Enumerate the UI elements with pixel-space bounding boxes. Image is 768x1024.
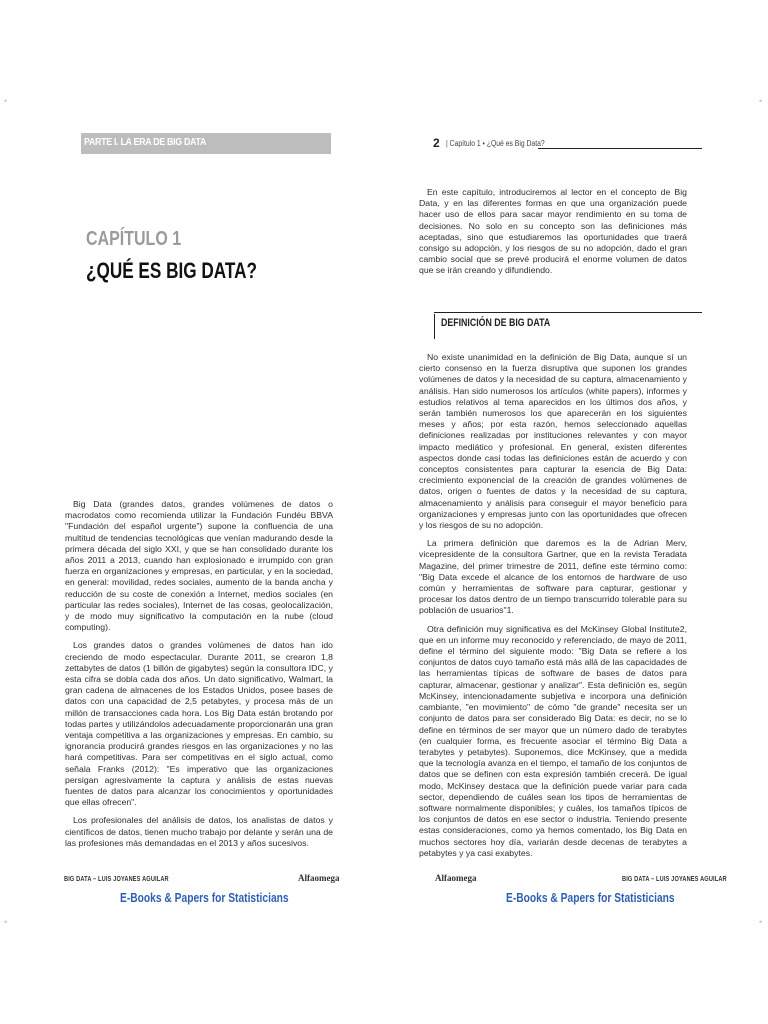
footer-watermark-link[interactable]: E-Books & Papers for Statisticians bbox=[506, 891, 675, 905]
header-rule bbox=[538, 148, 702, 149]
footer-author: BIG DATA – LUIS JOYANES AGUILAR bbox=[622, 874, 727, 883]
right-page bbox=[384, 0, 768, 1024]
paragraph: Los profesionales del análisis de datos, los analistas de datos y científicos de datos, tienen mucho trabajo por delante y serán una de las profesiones más demandadas en el 2013 y años sucesivos. bbox=[65, 815, 333, 848]
left-body-text bbox=[65, 499, 333, 856]
paragraph: En este capítulo, introduciremos al lector en el concepto de Big Data, y en las diferentes formas en que una organización puede hacer uso de ellos para sacar mayor rendimiento en su toma de decisiones. No solo en su concepto son las definiciones más aceptadas, sino que estudiaremos las oportunidades que traerá consigo su adopción, y los riesgos de su no adopción, dado el gran cambio social que se prevé producirá el enorme volumen de datos que se irán creando y difundiendo. bbox=[419, 187, 687, 276]
paragraph: Otra definición muy significativa es del McKinsey Global Institute2, que en un informe muy reconocido y referenciado, de mayo de 2011, define el término del siguiente modo: "Big Data se refiere a los conjuntos de datos cuyo tamaño está más allá de las capacidades de las herramientas típicas de software de bases de datos para capturar, almacenar, gestionar y analizar". Esta definición es, según McKinsey, intencionadamente subjetiva e incorpora una definición cambiante, "en movimiento" de cómo "de grande" necesita ser un conjunto de datos para ser considerado Big Data: es decir, no se lo define en términos de ser mayor que un número dado de terabytes (en cualquier forma, es frecuente asociar el término Big Data a terabytes y petabytes). Suponemos, dice McKinsey, que a medida que la tecnología avanza en el tiempo, el tamaño de los conjuntos de datos que se definen con esta expresión también crecerá. De igual modo, McKinsey destaca que la definición puede variar para cada sector, dependiendo de cuáles sean los tipos de herramientas de software normalmente disponibles; y cuáles, los tamaños típicos de los conjuntos de datos en ese sector o industria. Teniendo presente estas consideraciones, como ya hemos comentado, los Big Data en muchos sectores hoy día, variarán desde decenas de terabytes a petabytes y ya casi exabytes. bbox=[419, 623, 687, 858]
intro-text bbox=[419, 187, 687, 284]
right-body-text bbox=[419, 352, 687, 866]
chapter-label: CAPÍTULO 1 bbox=[86, 228, 182, 250]
page-number: 2 bbox=[433, 136, 440, 150]
footer-publisher: Alfaomega bbox=[298, 873, 340, 883]
footer-author: BIG DATA – LUIS JOYANES AGUILAR bbox=[64, 874, 169, 883]
running-header: | Capítulo 1 • ¿Qué es Big Data? bbox=[446, 139, 545, 148]
corner-mark-top: • bbox=[759, 96, 763, 106]
corner-mark-bottom: • bbox=[759, 917, 763, 927]
paragraph: Los grandes datos o grandes volúmenes de datos han ido creciendo de modo espectacular. Durante 2011, se crearon 1,8 zettabytes de datos (1 billón de gigabytes) según la consultora IDC, y esta cifra se dobla cada dos años. Un dato significativo, Walmart, la gran cadena de almacenes de los Estados Unidos, posee bases de datos con una capacidad de 2,5 petabytes, y procesa más de un millón de transacciones cada hora. Los Big Data están brotando por todas partes y utilizándolos adecuadamente proporcionarán una gran ventaja competitiva a las organizaciones y empresas. En cambio, su ignorancia producirá grandes riesgos en las organizaciones y no las hará competitivas. Para ser competitivas en el siglo actual, como señala Franks (2012): "Es imperativo que las organizaciones persigan agresivamente la captura y análisis de estas nuevas fuentes de datos para alcanzar los conocimientos y oportunidades que ellas ofrecen". bbox=[65, 640, 333, 808]
footer-watermark-link[interactable]: E-Books & Papers for Statisticians bbox=[120, 891, 289, 905]
footer-publisher: Alfaomega bbox=[435, 873, 477, 883]
section-heading: DEFINICIÓN DE BIG DATA bbox=[441, 317, 551, 329]
section-heading-box bbox=[434, 312, 702, 339]
part-banner-label: PARTE I. LA ERA DE BIG DATA bbox=[84, 136, 207, 148]
paragraph: Big Data (grandes datos, grandes volúmenes de datos o macrodatos como recomienda utilizar la Fundación Fundéu BBVA "Fundación del español urgente") supone la confluencia de una multitud de tendencias tecnológicas que venían madurando desde la primera década del siglo XXI, y que se han consolidado durante los años 2011 a 2013, cuando han explosionado e irrumpido con gran fuerza en organizaciones y empresas, en particular, y en la sociedad, en general: movilidad, redes sociales, aumento de la banda ancha y reducción de su coste de conexión a Internet, medios sociales (en particular las redes sociales), Internet de las cosas, geolocalización, y de modo muy significativo la computación en la nube (cloud computing). bbox=[65, 499, 333, 633]
chapter-title: ¿QUÉ ES BIG DATA? bbox=[86, 258, 257, 283]
section-top-rule bbox=[434, 312, 702, 313]
section-left-rule bbox=[434, 314, 435, 339]
paragraph: La primera definición que daremos es la de Adrian Merv, vicepresidente de la consultora Gartner, que en la revista Teradata Magazine, del primer trimestre de 2011, define este término como: "Big Data excede el alcance de los entornos de hardware de uso común y herramientas de software para capturar, gestionar y procesar los datos dentro de un tiempo transcurrido tolerable para su población de usuarios"1. bbox=[419, 538, 687, 616]
paragraph: No existe unanimidad en la definición de Big Data, aunque sí un cierto consenso en la fuerza disruptiva que suponen los grandes volúmenes de datos y la necesidad de su captura, almacenamiento y análisis. Han sido numerosos los artículos (white papers), informes y estudios relativos al tema aparecidos en los últimos dos años, y serán también numerosos los que aparecerán en los siguientes meses y años; por esta razón, hemos seleccionado aquellas definiciones realizadas por instituciones relevantes y con mayor impacto mediático y profesional. En general, existen diferentes aspectos donde casi todas las definiciones están de acuerdo y con conceptos consistentes para capturar la esencia de Big Data: crecimiento exponencial de la creación de grandes volúmenes de datos, origen o fuentes de datos y la necesidad de su captura, almacenamiento y análisis para conseguir el mayor beneficio para organizaciones y empresas junto con las oportunidades que ofrecen y los riesgos de su no adopción. bbox=[419, 352, 687, 531]
corner-mark-top: • bbox=[4, 96, 8, 106]
part-banner bbox=[81, 133, 331, 154]
corner-mark-bottom: • bbox=[4, 917, 8, 927]
